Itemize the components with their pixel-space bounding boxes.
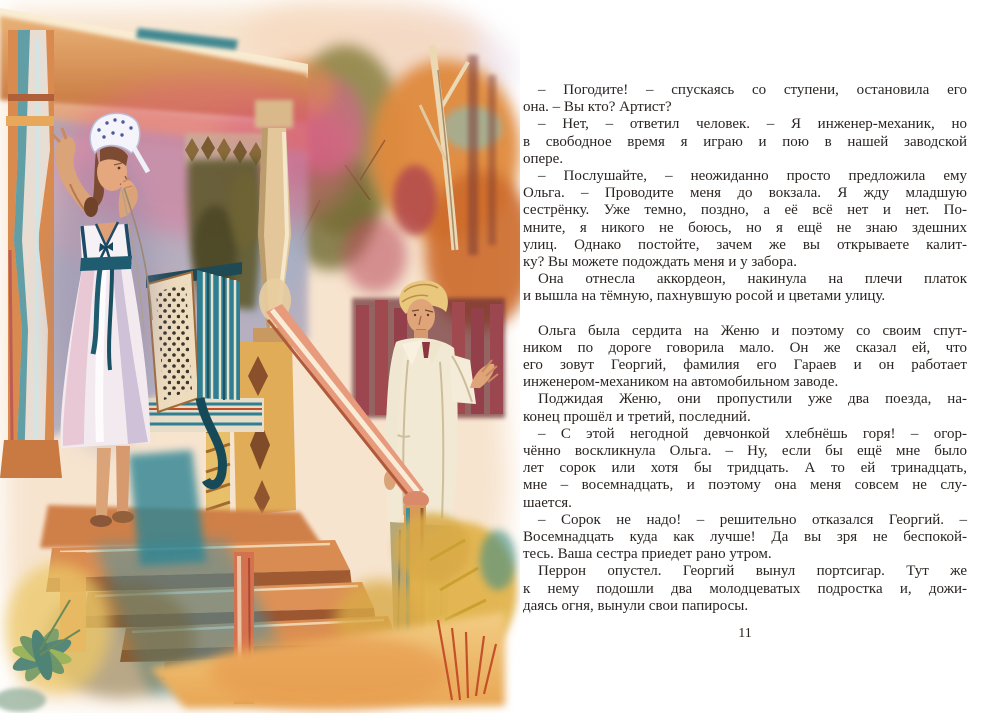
text-line: Восемнадцать куда как лучше! Да вы зря не беспокой- <box>523 529 967 546</box>
text-line: она. – Вы кто? Артист? <box>523 99 672 116</box>
page-number: 11 <box>738 626 752 641</box>
paragraph <box>523 116 967 168</box>
paragraph <box>523 426 967 512</box>
text-line: Ольга была сердита на Женю и поэтому со своим спут- <box>538 322 967 339</box>
paragraph <box>523 512 967 564</box>
text-line: – Послушайте, – неожиданно просто предложила ему <box>538 168 967 185</box>
text-line: Перрон опустел. Георгий вынул портсигар. Тут же <box>538 563 967 580</box>
text-line: к нему подошли два молодцеватых подростка и, дожи- <box>523 580 967 597</box>
text-line: мне – восемнадцать, и поэтому она меня совсем не слу- <box>523 477 967 494</box>
text-line: Поджидая Женю, они пропустили уже два поезда, на- <box>538 391 967 408</box>
text-line: – Нет, – ответил человек. – Я инженер-механик, но <box>538 116 967 133</box>
paragraph <box>523 82 967 116</box>
text-line: даясь огня, вынули свои папиросы. <box>523 597 749 614</box>
text-line: Ольга. – Проводите меня до вокзала. Я жду младшую <box>523 185 967 202</box>
page-text <box>523 82 967 615</box>
text-line: его зовут Георгий, фамилия его Гараев и он работает <box>523 357 967 374</box>
text-line: инженером-механиком на автомобильном заводе. <box>523 374 839 391</box>
text-line: – Сорок не надо! – решительно отказался Георгий. – <box>538 511 967 528</box>
text-line: мните, я никого не боюсь, но я ещё не знаю здешних <box>523 219 967 236</box>
text-line: и вышла на тёмную, пахнувшую росой и цветами улицу. <box>523 288 886 305</box>
text-line: – Погодите! – спускаясь со ступени, остановила его <box>538 82 967 98</box>
text-line: конец прошёл и третий, последний. <box>523 408 751 425</box>
paragraph <box>523 391 967 425</box>
text-line: улиц. Однако постойте, зачем же вы открываете калит- <box>523 236 967 253</box>
text-line: тесь. Ваша сестра приедет рано утром. <box>523 546 772 563</box>
text-line: Она отнесла аккордеон, накинула на плечи платок <box>538 271 967 288</box>
text-line: в свободное время я играю и пою в нашей заводской <box>523 133 967 150</box>
man-face <box>407 299 435 333</box>
left-porch-post <box>0 30 62 478</box>
text-line: – С этой негодной девчонкой хлебнёшь горя! – огор- <box>538 425 967 442</box>
paragraph <box>523 323 967 392</box>
text-line: лет сорок или хотя бы тридцать. А то ей тринадцать, <box>523 460 967 477</box>
text-line: сестрёнку. Уже темно, поздно, а её всё нет и нет. По- <box>523 202 967 219</box>
text-line: чённо воскликнула Ольга. – Ну, если бы ещё мне было <box>523 443 967 460</box>
text-line: шается. <box>523 494 572 511</box>
text-line: ку? Вы можете подождать меня и у забора. <box>523 254 797 271</box>
paragraph <box>523 168 967 271</box>
paragraph <box>523 271 967 305</box>
text-line: ником по дороге говорила мало. Он же сказал ей, что <box>523 339 967 356</box>
text-line: опере. <box>523 150 564 167</box>
paragraph <box>523 563 967 615</box>
